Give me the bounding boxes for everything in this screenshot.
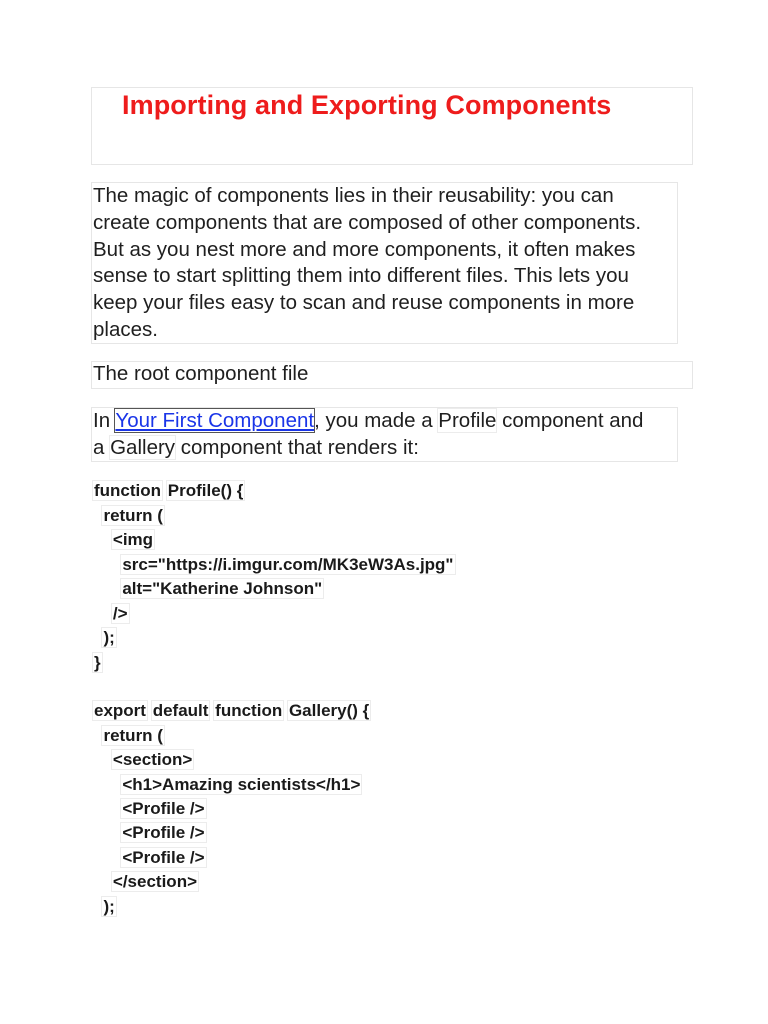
code-token: <Profile /> (122, 799, 205, 818)
text-part2: component and (496, 409, 644, 432)
code-token: /> (112, 603, 128, 623)
code-whitespace (93, 530, 112, 549)
code-token: Profile() { (167, 481, 244, 500)
code-line (93, 896, 116, 918)
description-paragraph (93, 408, 643, 462)
code-line (93, 749, 193, 771)
text-part1: , you made a (314, 409, 439, 432)
code-line (93, 529, 154, 551)
your-first-component-link[interactable]: Your First Component (115, 409, 315, 432)
code-line (93, 603, 129, 625)
code-line (93, 578, 323, 600)
intro-line: But as you nest more and more components, it often makes (93, 237, 636, 261)
code-line (93, 871, 198, 893)
code-token: alt="Katherine Johnson" (122, 579, 323, 598)
code-whitespace (93, 872, 112, 891)
intro-line: keep your files easy to scan and reuse components in more (93, 291, 635, 315)
code-line (93, 480, 244, 502)
gallery-word: Gallery (110, 435, 176, 459)
code-token: ); (103, 896, 115, 916)
code-token: } (94, 652, 101, 672)
profile-word: Profile (438, 409, 497, 432)
code-line (93, 554, 455, 576)
code-line (93, 700, 370, 722)
code-line (93, 725, 164, 747)
code-whitespace (93, 579, 121, 598)
code-token: export (94, 701, 146, 720)
text-in: In (93, 409, 116, 432)
intro-line: places. (93, 317, 158, 341)
code-line (93, 798, 206, 820)
intro-paragraph (93, 183, 683, 344)
code-token: return ( (103, 505, 163, 525)
code-token: function (215, 701, 283, 720)
code-line (93, 847, 206, 869)
code-whitespace (93, 750, 112, 769)
code-token: ); (103, 628, 115, 647)
code-whitespace (93, 604, 112, 623)
code-token: <img (112, 530, 154, 549)
text-line2-a: a (93, 435, 111, 459)
code-token: return ( (103, 725, 163, 745)
section-heading: The root component file (93, 362, 309, 385)
code-token: <h1>Amazing scientists</h1> (122, 774, 361, 794)
code-whitespace (93, 799, 121, 818)
code-whitespace (147, 701, 152, 720)
code-token: <Profile /> (122, 847, 205, 867)
code-token: src="https://i.imgur.com/MK3eW3As.jpg" (122, 554, 454, 574)
code-whitespace (93, 775, 121, 794)
code-line (93, 627, 116, 649)
code-whitespace (93, 823, 121, 842)
code-line (93, 505, 164, 527)
code-token: function (94, 481, 162, 500)
code-token: </section> (112, 872, 198, 891)
intro-line: The magic of components lies in their reusability: you can (93, 184, 614, 207)
code-whitespace (93, 555, 121, 574)
paragraph-line (93, 435, 643, 462)
intro-line: sense to start splitting them into different files. This lets you (93, 264, 629, 288)
code-token: <Profile /> (122, 823, 205, 842)
intro-line: create components that are composed of other components. (93, 210, 642, 234)
code-token: Gallery() { (288, 701, 370, 720)
code-token: default (152, 701, 209, 720)
code-line (93, 774, 361, 796)
code-whitespace (93, 848, 121, 867)
page-title: Importing and Exporting Components (122, 90, 612, 120)
code-line (93, 652, 102, 674)
paragraph-line (93, 408, 643, 435)
code-token: <section> (112, 750, 193, 769)
code-line (93, 822, 206, 844)
text-line2-b: component that renders it: (175, 435, 419, 459)
